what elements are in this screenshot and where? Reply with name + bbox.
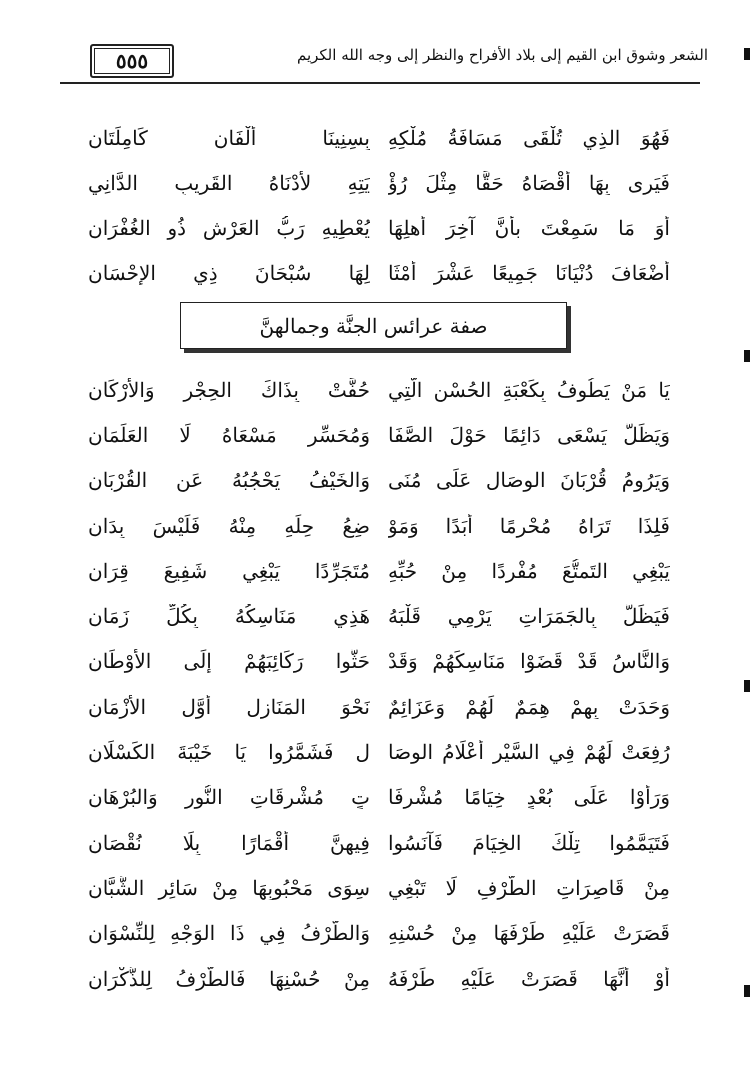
second-hemistich: هَذِي مَنَاسِكُهُ بِكُلِّ زَمَانِ xyxy=(88,604,370,629)
verse-line xyxy=(88,593,670,638)
first-hemistich: وَيَرُومُ قُرْبَانَ الوِصَالِ عَلَى مُنَى xyxy=(388,468,670,493)
second-hemistich: يُعْطِيهِ رَبُّ العَرْشِ ذُو الغُفْرَانِ xyxy=(88,215,370,240)
verse-line xyxy=(88,458,670,503)
running-title: الشعر وشوق ابن القيم إلى بلاد الأفراح والنظر إلى وجه الله الكريم xyxy=(296,46,708,64)
verse-line xyxy=(88,412,670,457)
second-hemistich: تٍ مُشْرِقَاتِ النُّورِ وَالبُرْهَانِ xyxy=(88,785,370,810)
verse-line xyxy=(88,160,670,205)
verse-line xyxy=(88,775,670,820)
first-hemistich: وَالنَّاسُ قَدْ قَضَوْا مَنَاسِكَهُمْ وَقَدْ xyxy=(388,649,670,674)
verse-line xyxy=(88,367,670,412)
verse-line xyxy=(88,205,670,250)
second-hemistich: نَحْوَ المَنَازِلِ أَوَّلِ الأَزْمَانِ xyxy=(88,694,370,719)
first-hemistich: يَا مَنْ يَطُوفُ بِكَعْبَةِ الحُسْنِ الَّتِي xyxy=(388,377,670,402)
page-number-text: ٥٥٥ xyxy=(115,49,149,73)
first-hemistich: وَحَدَتْ بِهِمْ هِمَمٌ لَهُمْ وَعَزَائِمٌ xyxy=(388,694,670,719)
verse-line xyxy=(88,639,670,684)
second-hemistich: بِسِنِينَا أَلْفَانِ كَامِلَتَانِ xyxy=(88,125,370,150)
second-hemistich: وَالخَيْفُ يَحْجُبُهُ عَنِ القُرْبَانِ xyxy=(88,468,370,493)
second-hemistich: ضِعُ حِلِّهِ مِنْهُ فَلَيْسَ بِدَانِ xyxy=(88,513,370,538)
first-hemistich: فَتَيَمَّمُوا تِلْكَ الخِيَامَ فَآنَسُوا xyxy=(388,830,670,855)
edge-mark xyxy=(744,350,750,362)
first-hemistich: فَهُوَ الذِي تُلْقَى مَسَافَةُ مُلْكِهِ xyxy=(388,125,670,150)
second-hemistich: سِوَى مَحْبُوبِهَا مِنْ سَائِرِ الشُّبَّانِ xyxy=(88,875,370,900)
second-hemistich: حَثُّوا رَكَائِبَهُمْ إِلَى الأَوْطَانِ xyxy=(88,649,370,674)
first-hemistich: أَوَ مَا سَمِعْتَ بأنَّ آخِرَ أَهلِهَا xyxy=(388,215,670,240)
first-hemistich: يَبْغِي التَمتُّعَ مُفْرِدًا مِنْ حُبِّهِ xyxy=(388,558,670,583)
verse-line xyxy=(88,956,670,1001)
first-hemistich: فَيَظَلُّ بِالجَمَرَاتِ يَرْمِي قَلْبَهُ xyxy=(388,604,670,629)
first-hemistich: أَضْعَافَ دُنْيَانَا جَمِيعًا عَشْرَ أَمْثَا xyxy=(388,260,670,285)
edge-mark xyxy=(744,985,750,997)
verse-line xyxy=(88,865,670,910)
second-hemistich: لِهَا سُبْحَانَ ذِي الإِحْسَانِ xyxy=(88,260,370,285)
verse-line xyxy=(88,503,670,548)
verse-block-main xyxy=(88,367,670,1001)
edge-mark xyxy=(744,48,750,60)
verse-block-top xyxy=(88,115,670,295)
first-hemistich: مِنْ قَاصِرَاتِ الطَّرْفِ لَا تَبْغِي xyxy=(388,875,670,900)
first-hemistich: قَصَرَتْ عَلَيْهِ طَرْفَهَا مِنْ حُسْنِهِ xyxy=(388,921,670,946)
first-hemistich: وَيَظَلُّ يَسْعَى دَائِمًا حَوْلَ الصَّفَا xyxy=(388,422,670,447)
first-hemistich: رُفِعَتْ لَهُمْ فِي السَّيْرِ أَعْلَامُ الوِصَا xyxy=(388,740,670,765)
second-hemistich: وَالطَّرْفُ فِي ذَا الوَجْهِ لِلنِّسْوَانِ xyxy=(88,921,370,946)
page-header xyxy=(60,30,708,84)
edge-mark xyxy=(744,680,750,692)
section-title xyxy=(180,302,567,349)
page-number xyxy=(90,44,174,78)
second-hemistich: مُتَجَرِّدًا يَبْغِي شَفِيعَ قِرَانِ xyxy=(88,558,370,583)
first-hemistich: وَرَأَوْا عَلَى بُعْدٍ خِيَامًا مُشْرِفَا xyxy=(388,785,670,810)
verse-line xyxy=(88,115,670,160)
second-hemistich: وَمُحَسِّرٍ مَسْعَاهُ لَا العَلَمَانِ xyxy=(88,422,370,447)
verse-line xyxy=(88,911,670,956)
first-hemistich: فَلِذَا تَرَاهُ مُحْرِمًا أَبَدًا وَمَوْ xyxy=(388,513,670,538)
verse-line xyxy=(88,250,670,295)
section-title-text: صفة عرائس الجنَّة وجمالهنَّ xyxy=(259,313,488,338)
second-hemistich: حُفَّتْ بِذَاكَ الحِجْرِ وَالأرْكَانِ xyxy=(88,377,370,402)
first-hemistich: فَيَرى بِهَا أَقْصَاهُ حَقًّا مِثْلَ رُؤْ xyxy=(388,170,670,195)
first-hemistich: أَوْ أَنَّهَا قَصَرَتْ عَلَيْهِ طَرْفَهُ xyxy=(388,966,670,991)
second-hemistich: مِنْ حُسْنِهَا فَالطَّرْفُ لِلذُّكْرَانِ xyxy=(88,966,370,991)
verse-line xyxy=(88,548,670,593)
second-hemistich: يَتِهِ لأدْنَاهُ القَرِيبِ الدَّانِي xyxy=(88,170,370,195)
verse-line xyxy=(88,820,670,865)
second-hemistich: فِيهِنَّ أَقْمَارًا بِلَا نُقْصَانِ xyxy=(88,830,370,855)
second-hemistich: لِ فَشَمَّرُوا يَا خَيْبَةَ الكَسْلَانِ xyxy=(88,740,370,765)
verse-line xyxy=(88,729,670,774)
verse-line xyxy=(88,684,670,729)
